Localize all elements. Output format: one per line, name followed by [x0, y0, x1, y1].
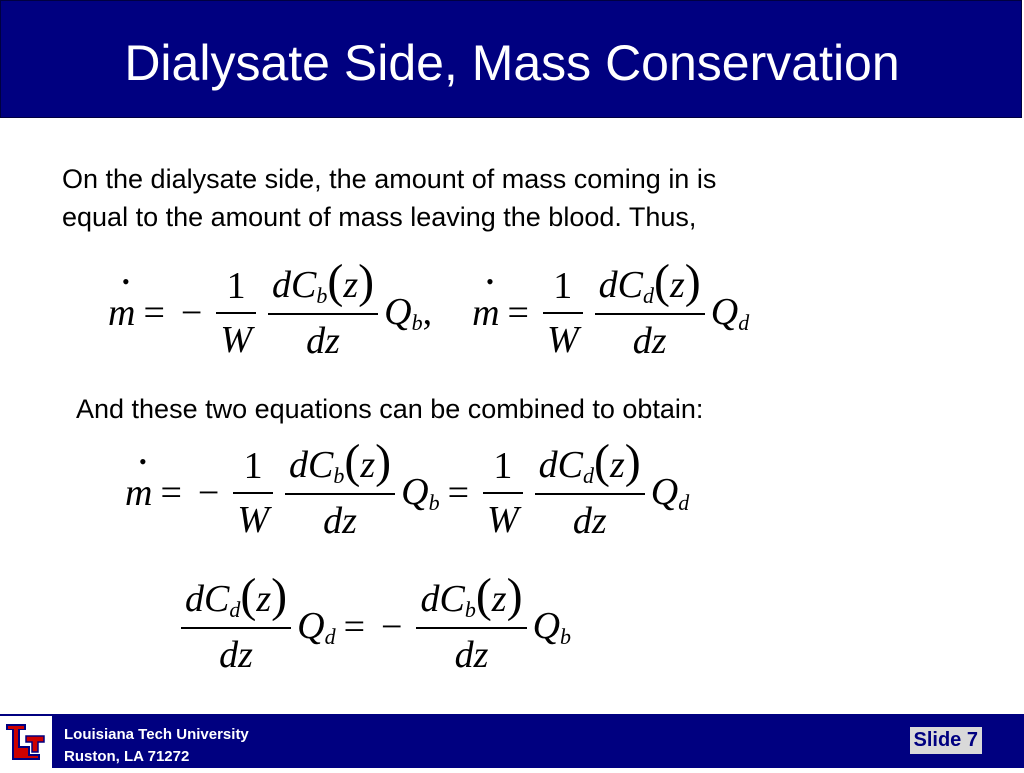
equals-sign: = [143, 291, 165, 334]
Qb-term-2: $Q_b$ [401, 470, 440, 515]
fraction-dCb-dz-2: $\frac{dC_b(z)}{dz}$ [285, 442, 395, 543]
equation-row-2 [125, 435, 690, 543]
fraction-dCd-dz: $\frac{dC_d(z)}{dz}$ [595, 262, 705, 363]
m-dot-symbol-3: • m [125, 471, 152, 515]
louisiana-tech-logo-icon [0, 716, 52, 768]
equals-sign-5: = [343, 605, 366, 648]
equation-row-1 [108, 255, 750, 363]
fraction-dCb-dz-3: $\frac{dC_b(z)}{dz}$ [416, 576, 526, 677]
fraction-one-over-W-3: $\frac{1}{W}$ [233, 444, 273, 542]
fraction-one-over-W-2: $\frac{1}{W}$ [543, 264, 583, 362]
fraction-dCd-dz-3: $\frac{dC_d(z)}{dz}$ [181, 576, 291, 677]
slide-number-badge: Slide 7 [910, 727, 982, 754]
numerator-dCb: $dC_b(z)$ [271, 255, 375, 308]
denominator-W: W [220, 318, 252, 361]
combine-text: And these two equations can be combined to obtain: [76, 394, 704, 424]
Qb-term: $Q_b$, [384, 290, 433, 335]
minus-sign: − [180, 291, 203, 334]
Qb-term-3: $Q_b$ [532, 604, 572, 649]
footer-university: Louisiana Tech University [64, 726, 249, 743]
footer-location: Ruston, LA 71272 [64, 748, 190, 765]
fraction-dCb-dz [268, 255, 378, 363]
Qd-term: $Q_d$ [710, 290, 750, 335]
minus-sign-2: − [197, 471, 220, 514]
intro-line-2: equal to the amount of mass leaving the blood. Thus, [62, 202, 697, 232]
m-dot-symbol: • m [108, 291, 135, 335]
title-bar [0, 0, 1022, 118]
intro-paragraph [62, 160, 716, 236]
equals-sign-3: = [160, 471, 182, 514]
equals-sign-4: = [447, 471, 469, 514]
equals-sign-2: = [507, 291, 529, 334]
minus-sign-3: − [381, 605, 403, 648]
equation-row-3 [175, 569, 572, 677]
Qd-term-2: $Q_d$ [650, 470, 690, 515]
intro-line-1: On the dialysate side, the amount of mass coming in is [62, 164, 717, 194]
fraction-dCd-dz-2: $\frac{dC_d(z)}{dz}$ [535, 442, 645, 543]
slide-title: Dialysate Side, Mass Conservation [124, 35, 900, 91]
denominator-dz: dz [306, 320, 340, 362]
m-dot-symbol-2: • m [472, 291, 499, 335]
fraction-one-over-W-4: $\frac{1}{W}$ [483, 444, 523, 542]
numerator-one: 1 [226, 264, 246, 307]
fraction-one-over-W [216, 264, 256, 362]
Qd-term-3: $Q_d$ [297, 604, 336, 649]
